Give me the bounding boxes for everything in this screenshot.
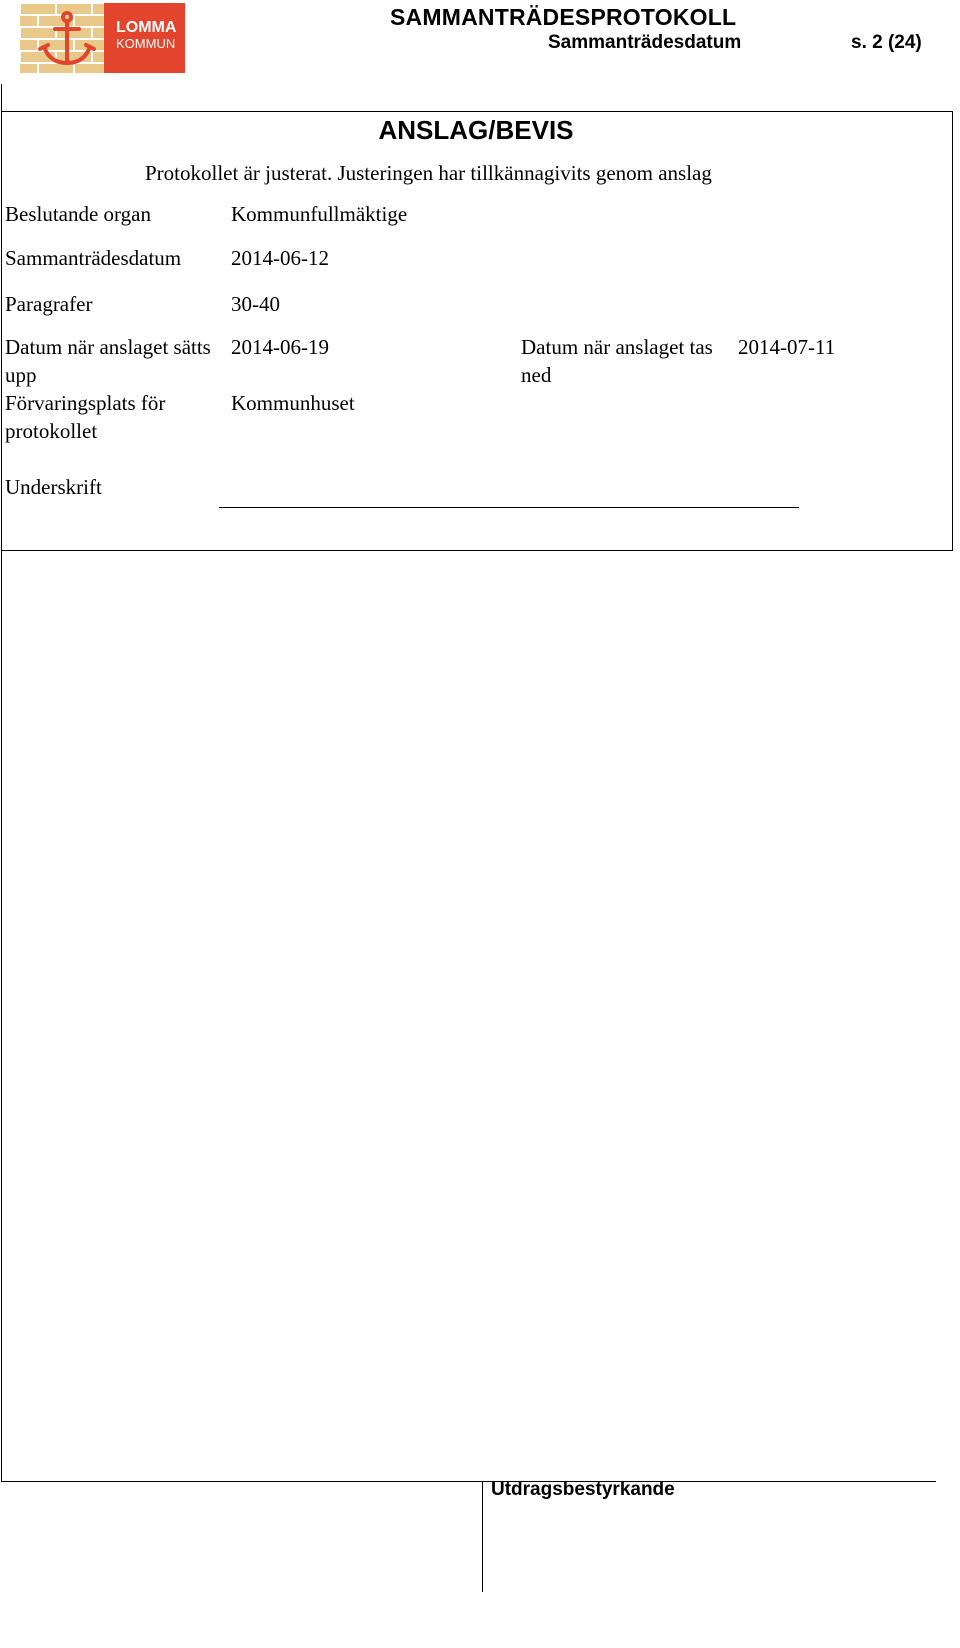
signature-label: Underskrift [5, 475, 102, 499]
meeting-date-row-value: 2014-06-12 [231, 246, 329, 270]
logo-text-line2: KOMMUN [116, 36, 176, 51]
posting-date-label: Datum när anslaget sätts upp [5, 335, 211, 387]
anslag-intro-text: Protokollet är justerat. Justeringen har tillkännagivits genom anslag [145, 161, 712, 185]
posting-date-value: 2014-06-19 [231, 335, 329, 359]
certification-label: Utdragsbestyrkande [491, 1479, 675, 1500]
meeting-date-row-label: Sammanträdesdatum [5, 246, 182, 270]
anslag-box-top-border [1, 111, 953, 112]
document-title: SAMMANTRÄDESPROTOKOLL [390, 4, 737, 30]
page-left-border [1, 111, 2, 1481]
lomma-kommun-logo [20, 3, 185, 73]
decision-body-value: Kommunfullmäktige [231, 202, 408, 226]
decision-body-label: Beslutande organ [5, 202, 151, 226]
removal-date-label: Datum när anslaget tas ned [521, 335, 713, 387]
anslag-heading: ANSLAG/BEVIS [378, 115, 574, 145]
removal-date-value: 2014-07-11 [738, 335, 836, 359]
storage-place-value: Kommunhuset [231, 391, 355, 415]
paragraphs-label: Paragrafer [5, 292, 93, 316]
anslag-box-right-border [952, 111, 953, 551]
page-number: s. 2 (24) [851, 32, 922, 53]
anslag-box-bottom-border [1, 550, 953, 551]
signature-line [219, 507, 799, 508]
footer-top-border [1, 1481, 936, 1482]
frame-left-top-tick [1, 84, 2, 111]
storage-place-label: Förvaringsplats för protokollet [5, 391, 166, 443]
meeting-date-label: Sammanträdesdatum [548, 32, 742, 53]
footer-divider [482, 1481, 483, 1592]
logo-text-line1: LOMMA [116, 19, 177, 36]
logo-graphic [20, 3, 185, 73]
paragraphs-value: 30-40 [231, 292, 280, 316]
